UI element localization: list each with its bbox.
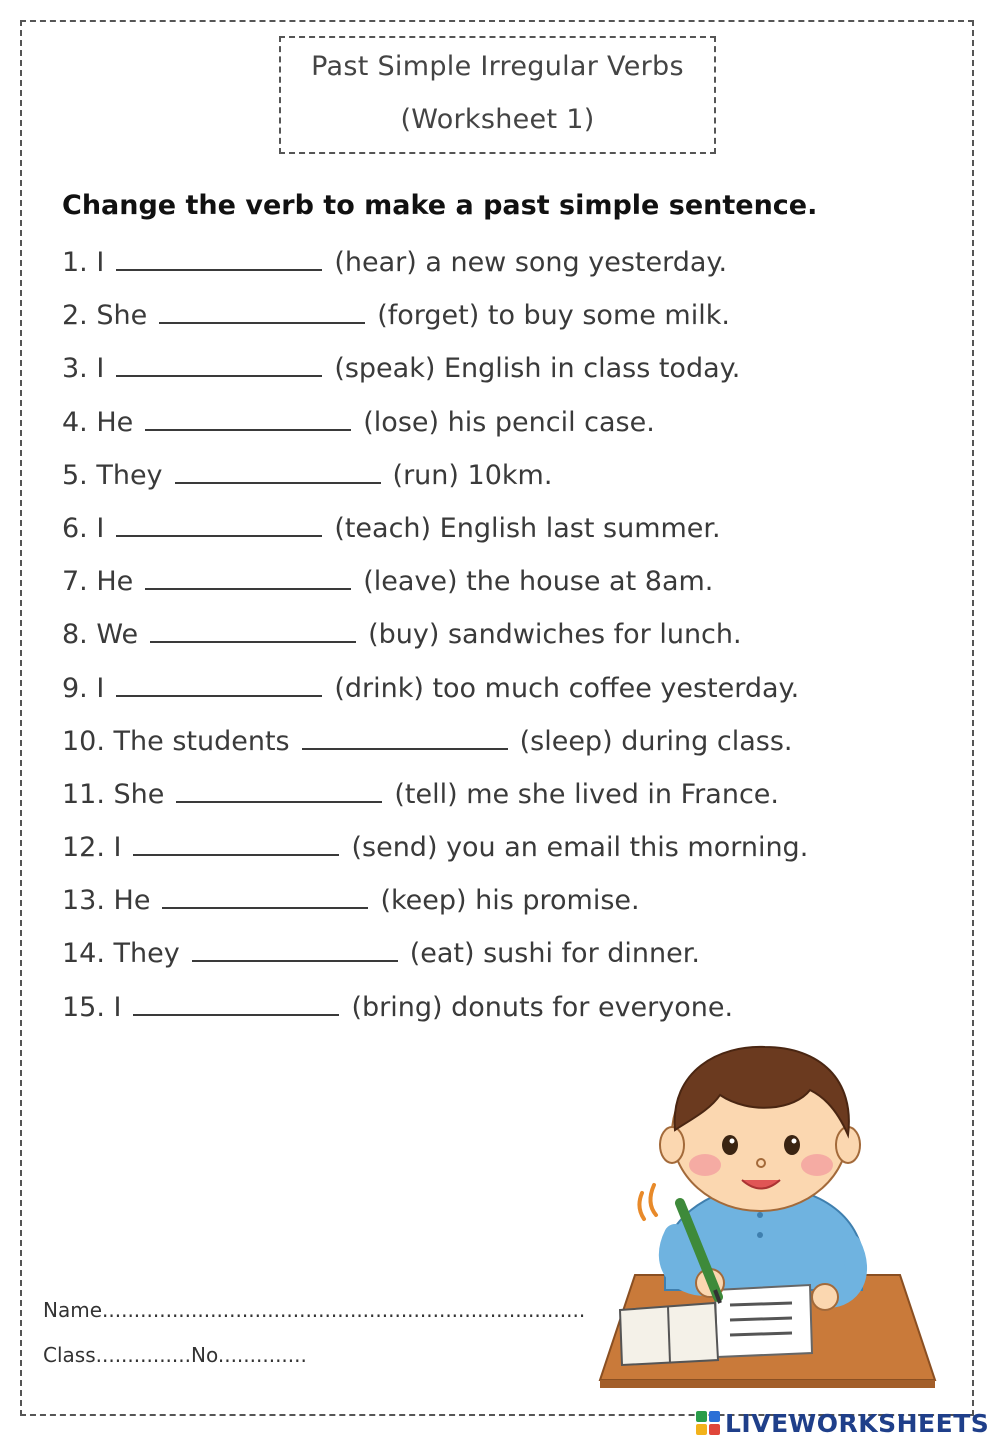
class-dots: ............... xyxy=(95,1343,191,1367)
exercise-suffix: (bring) donuts for everyone. xyxy=(351,991,734,1023)
exercise-prefix: 2. She xyxy=(62,300,148,332)
exercise-suffix: (teach) English last summer. xyxy=(334,512,721,544)
exercise-prefix: 13. He xyxy=(62,885,151,917)
liveworksheets-logo-text: LIVEWORKSHEETS xyxy=(725,1408,990,1438)
exercise-item-3 xyxy=(62,347,808,400)
exercise-item-12 xyxy=(62,826,808,879)
answer-blank-15[interactable] xyxy=(133,986,339,1016)
exercise-item-7 xyxy=(62,560,808,613)
exercise-item-14 xyxy=(62,932,808,985)
exercise-item-13 xyxy=(62,879,808,932)
exercise-suffix: (eat) sushi for dinner. xyxy=(409,938,700,970)
liveworksheets-logo[interactable] xyxy=(695,1406,989,1440)
exercise-suffix: (forget) to buy some milk. xyxy=(377,300,730,332)
answer-blank-9[interactable] xyxy=(116,667,322,697)
exercise-prefix: 15. I xyxy=(62,991,122,1023)
name-label: Name xyxy=(43,1298,103,1322)
exercise-item-5 xyxy=(62,454,808,507)
exercise-list xyxy=(62,241,808,1039)
name-dots: ............................................................................ xyxy=(102,1298,586,1322)
answer-blank-6[interactable] xyxy=(116,507,322,537)
exercise-prefix: 10. The students xyxy=(62,725,290,757)
exercise-suffix: (sleep) during class. xyxy=(519,725,793,757)
exercise-item-4 xyxy=(62,401,808,454)
exercise-prefix: 14. They xyxy=(62,938,180,970)
answer-blank-8[interactable] xyxy=(150,613,356,643)
exercise-item-9 xyxy=(62,667,808,720)
exercise-suffix: (send) you an email this morning. xyxy=(351,832,809,864)
worksheet-subtitle: (Worksheet 1) xyxy=(400,104,595,135)
exercise-prefix: 3. I xyxy=(62,353,105,385)
exercise-prefix: 6. I xyxy=(62,512,105,544)
title-box xyxy=(279,36,716,154)
answer-blank-14[interactable] xyxy=(192,932,398,962)
class-label: Class xyxy=(43,1343,96,1367)
exercise-prefix: 8. We xyxy=(62,619,139,651)
worksheet-title: Past Simple Irregular Verbs xyxy=(311,51,684,82)
answer-blank-12[interactable] xyxy=(133,826,339,856)
exercise-suffix: (hear) a new song yesterday. xyxy=(334,247,728,278)
answer-blank-11[interactable] xyxy=(176,773,382,803)
exercise-item-1 xyxy=(62,241,808,294)
answer-blank-10[interactable] xyxy=(302,720,508,750)
answer-blank-5[interactable] xyxy=(175,454,381,484)
answer-blank-7[interactable] xyxy=(145,560,351,590)
exercise-prefix: 5. They xyxy=(62,459,163,491)
exercise-suffix: (speak) English in class today. xyxy=(334,353,741,385)
no-dots: .............. xyxy=(217,1343,307,1367)
exercise-prefix: 4. He xyxy=(62,406,134,438)
exercise-suffix: (keep) his promise. xyxy=(380,885,640,917)
exercise-suffix: (run) 10km. xyxy=(392,459,553,491)
boy-writing-illustration xyxy=(580,1035,940,1395)
no-label: No xyxy=(191,1343,218,1367)
answer-blank-2[interactable] xyxy=(159,294,365,324)
exercise-suffix: (drink) too much coffee yesterday. xyxy=(334,672,800,704)
exercise-suffix: (buy) sandwiches for lunch. xyxy=(368,619,742,651)
exercise-prefix: 1. I xyxy=(62,247,105,278)
exercise-item-15 xyxy=(62,986,808,1039)
exercise-item-8 xyxy=(62,613,808,666)
exercise-suffix: (leave) the house at 8am. xyxy=(363,566,714,598)
exercise-item-10 xyxy=(62,720,808,773)
exercise-item-11 xyxy=(62,773,808,826)
answer-blank-4[interactable] xyxy=(145,401,351,431)
exercise-prefix: 9. I xyxy=(62,672,105,704)
exercise-item-2 xyxy=(62,294,808,347)
exercise-suffix: (lose) his pencil case. xyxy=(363,406,655,438)
answer-blank-13[interactable] xyxy=(162,879,368,909)
class-field[interactable] xyxy=(43,1343,307,1367)
answer-blank-1[interactable] xyxy=(116,241,322,271)
exercise-prefix: 7. He xyxy=(62,566,134,598)
exercise-item-6 xyxy=(62,507,808,560)
exercise-suffix: (tell) me she lived in France. xyxy=(394,778,779,810)
exercise-prefix: 12. I xyxy=(62,832,122,864)
exercise-prefix: 11. She xyxy=(62,778,165,810)
answer-blank-3[interactable] xyxy=(116,347,322,377)
liveworksheets-logo-icon xyxy=(695,1410,721,1436)
instruction-text: Change the verb to make a past simple sentence. xyxy=(62,190,818,221)
name-field[interactable] xyxy=(43,1298,585,1322)
